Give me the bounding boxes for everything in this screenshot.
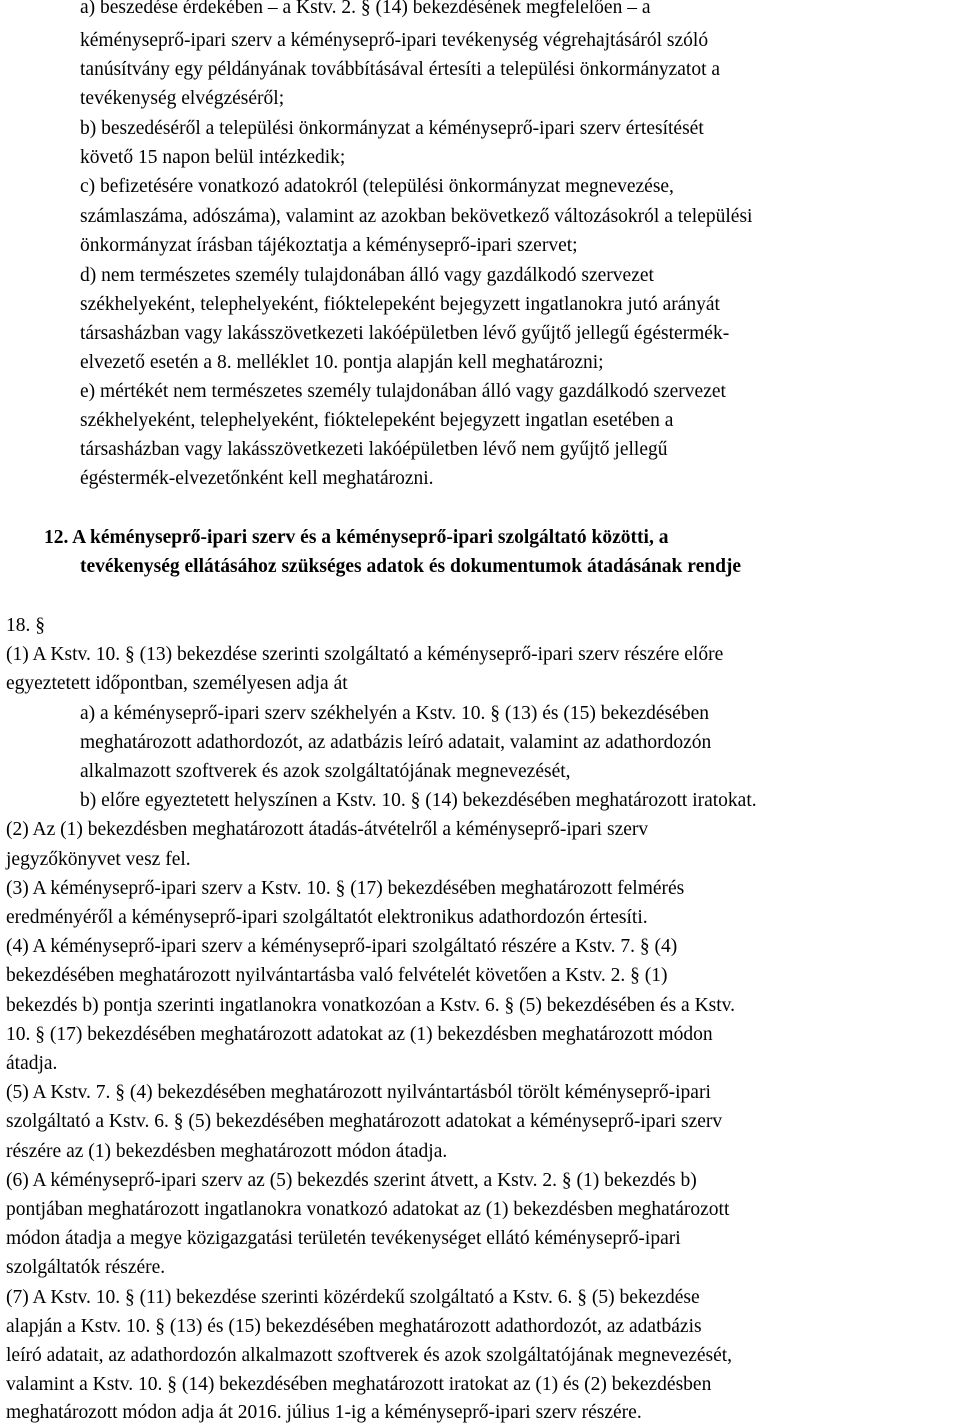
text-line: a) a kéményseprő-ipari szerv székhelyén a Kstv. 10. § (13) és (15) bekezdésében [80,703,709,724]
text-line: valamint a Kstv. 10. § (14) bekezdésében meghatározott iratokat az (1) és (2) bekezdésben [6,1374,712,1395]
text-line: követő 15 napon belül intézkedik; [80,147,346,168]
text-line: számlaszáma, adószáma), valamint az azokban bekövetkező változásokról a települési [80,206,753,227]
text-line: b) előre egyeztetett helyszínen a Kstv. 10. § (14) bekezdésében meghatározott iratokat. [80,790,757,811]
paragraph-number: 18. § [6,615,45,636]
text-line: alkalmazott szoftverek és azok szolgáltatójának megnevezését, [80,761,571,782]
text-line: bekezdésében meghatározott nyilvántartásba való felvételét követően a Kstv. 2. § (1) [6,965,668,986]
text-line: bekezdés b) pontja szerinti ingatlanokra vonatkozóan a Kstv. 6. § (5) bekezdésében és a Kstv. [6,995,736,1016]
text-line: (5) A Kstv. 7. § (4) bekezdésében meghatározott nyilvántartásból törölt kéményseprő-ipari [6,1082,711,1103]
text-line: átadja. [6,1053,58,1074]
text-line: meghatározott adathordozót, az adatbázis leíró adatait, valamint az adathordozón [80,732,712,753]
text-line: leíró adatait, az adathordozón alkalmazott szoftverek és azok szolgáltatójának megnevezését, [6,1345,733,1366]
text-line: tanúsítvány egy példányának továbbításával értesíti a települési önkormányzatot a [80,59,721,80]
heading-line: 12. A kéményseprő-ipari szerv és a kéményseprő-ipari szolgáltató közötti, a [44,527,669,548]
text-line: önkormányzat írásban tájékoztatja a kéményseprő-ipari szervet; [80,235,578,256]
text-line: c) befizetésére vonatkozó adatokról (települési önkormányzat megnevezése, [80,176,674,197]
text-line: a) beszedése érdekében – a Kstv. 2. § (14) bekezdésének megfelelően – a [80,0,651,18]
heading-line: tevékenység ellátásához szükséges adatok és dokumentumok átadásának rendje [80,556,742,577]
text-line: részére az (1) bekezdésben meghatározott módon átadja. [6,1141,448,1162]
text-line: elvezető esetén a 8. melléklet 10. pontja alapján kell meghatározni; [80,352,604,373]
text-line: égéstermék-elvezetőnként kell meghatározni. [80,468,434,489]
text-line: módon átadja a megye közigazgatási területén tevékenységet ellátó kéményseprő-ipari [6,1228,681,1249]
text-line: pontjában meghatározott ingatlanokra vonatkozó adatokat az (1) bekezdésben meghatározott [6,1199,730,1220]
text-line: b) beszedéséről a települési önkormányzat a kéményseprő-ipari szerv értesítését [80,118,704,139]
text-line: (2) Az (1) bekezdésben meghatározott átadás-átvételről a kéményseprő-ipari szerv [6,819,649,840]
text-line: alapján a Kstv. 10. § (13) és (15) bekezdésében meghatározott adathordozót, az adatbázis [6,1316,702,1337]
text-line: szolgáltatók részére. [6,1257,166,1278]
text-line: d) nem természetes személy tulajdonában álló vagy gazdálkodó szervezet [80,265,654,286]
text-line: egyeztetett időpontban, személyesen adja át [6,673,348,694]
text-line: (6) A kéményseprő-ipari szerv az (5) bekezdés szerint átvett, a Kstv. 2. § (1) bekezdés b) [6,1170,697,1191]
text-line: tevékenység elvégzéséről; [80,88,285,109]
text-line: székhelyeként, telephelyeként, fióktelepeként bejegyzett ingatlan esetében a [80,410,674,431]
text-line: jegyzőkönyvet vesz fel. [6,849,191,870]
text-line: meghatározott módon adja át 2016. július 1-ig a kéményseprő-ipari szerv részére. [6,1402,642,1423]
text-line: (4) A kéményseprő-ipari szerv a kéményseprő-ipari szolgáltató részére a Kstv. 7. § (4) [6,936,678,957]
text-line: székhelyeként, telephelyeként, fióktelepeként bejegyzett ingatlanokra jutó arányát [80,294,720,315]
text-line: (7) A Kstv. 10. § (11) bekezdése szerinti közérdekű szolgáltató a Kstv. 6. § (5) bekezdése [6,1287,700,1308]
text-line: e) mértékét nem természetes személy tulajdonában álló vagy gazdálkodó szervezet [80,381,726,402]
text-line: szolgáltató a Kstv. 6. § (5) bekezdésében meghatározott adatokat a kéményseprő-ipari szerv [6,1111,723,1132]
text-line: (3) A kéményseprő-ipari szerv a Kstv. 10. § (17) bekezdésében meghatározott felmérés [6,878,685,899]
text-line: társasházban vagy lakásszövetkezeti lakóépületben lévő gyűjtő jellegű égéstermék- [80,323,730,344]
text-line: 10. § (17) bekezdésében meghatározott adatokat az (1) bekezdésben meghatározott módon [6,1024,713,1045]
text-line: eredményéről a kéményseprő-ipari szolgáltatót elektronikus adathordozón értesíti. [6,907,648,928]
text-line: társasházban vagy lakásszövetkezeti lakóépületben lévő nem gyűjtő jellegű [80,439,668,460]
text-line: (1) A Kstv. 10. § (13) bekezdése szerinti szolgáltató a kéményseprő-ipari szerv részére előre [6,644,724,665]
text-line: kéményseprő-ipari szerv a kéményseprő-ipari tevékenység végrehajtásáról szóló [80,30,709,51]
